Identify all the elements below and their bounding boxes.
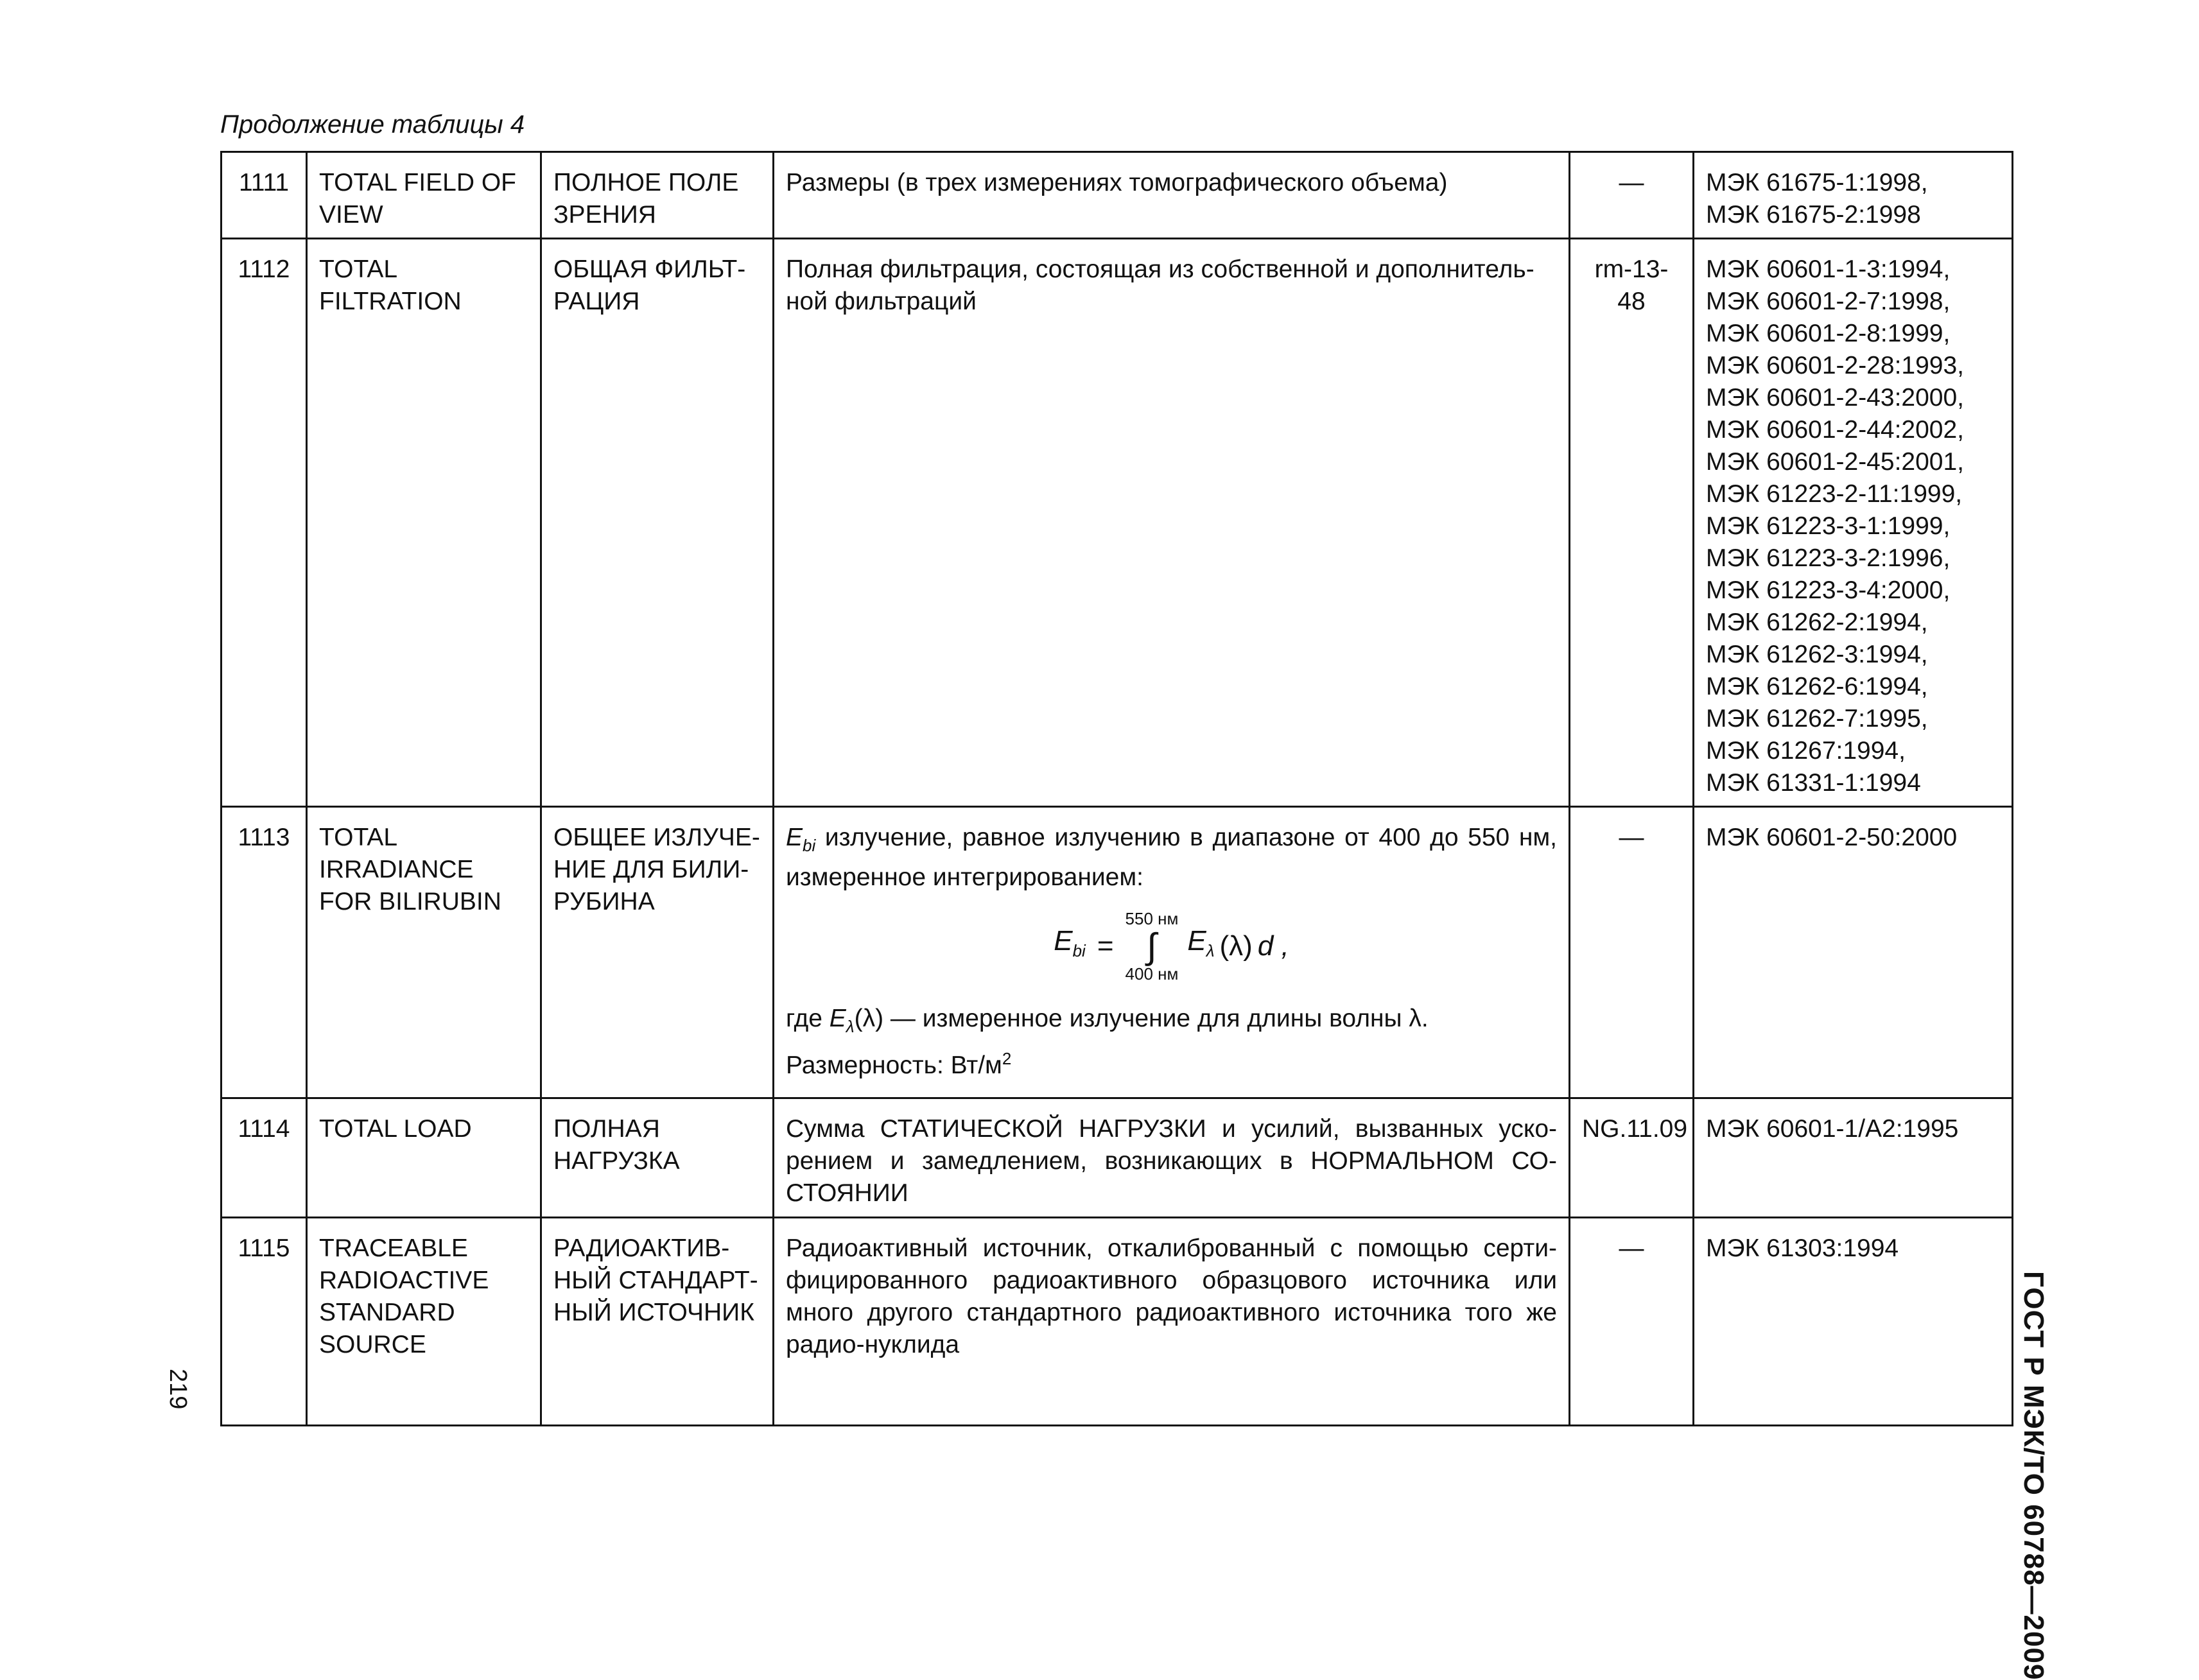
reference-line: МЭК 60601-2-44:2002, — [1706, 416, 1964, 444]
term-russian: ПОЛНОЕ ПОЛЕ ЗРЕНИЯ — [541, 152, 774, 239]
formula-tail: d , — [1257, 930, 1289, 962]
reference-line: МЭК 61223-2-11:1999, — [1706, 480, 1963, 508]
table-row — [222, 152, 2013, 239]
term-code: — — [1570, 1218, 1694, 1426]
term-definition: Радиоактивный источник, откалиброванный с помощью серти-фицированного радиоактивного образцового источника или много другого стандартного радиоактивного источника того же радио-нуклида — [774, 1218, 1570, 1426]
integral-lower-limit: 400 нм — [1125, 964, 1179, 983]
term-definition: Полная фильтрация, состоящая из собственной и дополнитель-ной фильтраций — [774, 239, 1570, 807]
term-references — [1694, 1218, 2013, 1426]
dimension-line: Размерность: $Вт/м^2$ — [786, 1048, 1012, 1079]
integral-symbol: ∫ — [1147, 925, 1157, 966]
terms-table — [220, 151, 2013, 1426]
term-definition: Сумма СТАТИЧЕСКОЙ НАГРУЗКИ и усилий, вызванных уско-рением и замедлением, возникающих в НОРМАЛЬНОМ СО-СТОЯНИИ — [774, 1098, 1570, 1218]
reference-line: МЭК 61262-2:1994, — [1706, 609, 1928, 636]
reference-line: МЭК 60601-1-3:1994, — [1706, 255, 1951, 283]
reference-line: МЭК 61223-3-1:1999, — [1706, 512, 1951, 540]
term-code: rm-13-48 — [1570, 239, 1694, 807]
table-row — [222, 1098, 2013, 1218]
table-row — [222, 1218, 2013, 1426]
table-row — [222, 239, 2013, 807]
formula-equals: = — [1097, 930, 1114, 962]
where-line: где $E_\lambda(\lambda)$ — измеренное излучение для длины волны λ. — [786, 1004, 1429, 1036]
reference-line: МЭК 61267:1994, — [1706, 737, 1906, 765]
term-references — [1694, 807, 2013, 1098]
reference-line: МЭК 60601-2-8:1999, — [1706, 320, 1951, 347]
term-english: TOTAL IRRADIANCE FOR BILIRUBIN — [307, 807, 541, 1098]
standard-designation: ГОСТ Р МЭК/ТО 60788—2009 — [2018, 1271, 2049, 1680]
page-number: 219 — [164, 1369, 191, 1410]
formula-lhs: $E_{bi}$ — [1054, 925, 1086, 961]
term-english: TOTAL FIELD OF VIEW — [307, 152, 541, 239]
formula-integrand: $E_\lambda$ — [1187, 925, 1215, 961]
reference-line: МЭК 61223-3-2:1996, — [1706, 544, 1951, 572]
term-number: 1112 — [222, 239, 307, 807]
term-russian: ОБЩАЯ ФИЛЬТ-РАЦИЯ — [541, 239, 774, 807]
reference-line: МЭК 60601-1/А2:1995 — [1706, 1115, 1959, 1143]
term-references — [1694, 1098, 2013, 1218]
reference-line: МЭК 61331-1:1994 — [1706, 769, 1921, 797]
reference-line: МЭК 60601-2-43:2000, — [1706, 384, 1964, 411]
term-code: NG.11.09 — [1570, 1098, 1694, 1218]
term-definition — [774, 807, 1570, 1098]
term-definition: Размеры (в трех измерениях томографического объема) — [774, 152, 1570, 239]
reference-line: МЭК 60601-2-28:1993, — [1706, 352, 1964, 379]
formula-arg: (λ) — [1219, 930, 1253, 962]
reference-line: МЭК 61223-3-4:2000, — [1706, 576, 1951, 604]
term-english: TOTAL FILTRATION — [307, 239, 541, 807]
term-russian: ПОЛНАЯ НАГРУЗКА — [541, 1098, 774, 1218]
reference-line: МЭК 61262-6:1994, — [1706, 673, 1928, 700]
reference-line: МЭК 61303:1994 — [1706, 1234, 1899, 1262]
term-code: — — [1570, 807, 1694, 1098]
reference-line: МЭК 60601-2-45:2001, — [1706, 448, 1964, 476]
term-english: TRACEABLE RADIOACTIVE STANDARD SOURCE — [307, 1218, 541, 1426]
term-russian: ОБЩЕЕ ИЗЛУЧЕ-НИЕ ДЛЯ БИЛИ-РУБИНА — [541, 807, 774, 1098]
reference-line: МЭК 60601-2-50:2000 — [1706, 824, 1958, 851]
term-russian: РАДИОАКТИВ-НЫЙ СТАНДАРТ-НЫЙ ИСТОЧНИК — [541, 1218, 774, 1426]
term-english: TOTAL LOAD — [307, 1098, 541, 1218]
term-number: 1115 — [222, 1218, 307, 1426]
term-number: 1111 — [222, 152, 307, 239]
table-caption: Продолжение таблицы 4 — [220, 110, 525, 139]
reference-line: МЭК 60601-2-7:1998, — [1706, 288, 1951, 315]
term-code: — — [1570, 152, 1694, 239]
reference-line: МЭК 61675-2:1998 — [1706, 201, 1921, 229]
reference-line: МЭК 61262-3:1994, — [1706, 641, 1928, 668]
term-references — [1694, 239, 2013, 807]
integral-sign — [1126, 909, 1179, 983]
term-number: 1114 — [222, 1098, 307, 1218]
reference-line: МЭК 61675-1:1998, — [1706, 169, 1928, 196]
definition-intro: излучение, равное излучению в диапазоне от 400 до 550 нм, измеренное интегрированием: — [786, 824, 1557, 891]
symbol-e-bi: $E_{bi}$ — [786, 824, 816, 855]
reference-line: МЭК 61262-7:1995, — [1706, 705, 1928, 732]
term-number: 1113 — [222, 807, 307, 1098]
integral-upper-limit: 550 нм — [1125, 908, 1179, 928]
table-row — [222, 807, 2013, 1098]
integral-formula — [786, 909, 1557, 983]
term-references — [1694, 152, 2013, 239]
